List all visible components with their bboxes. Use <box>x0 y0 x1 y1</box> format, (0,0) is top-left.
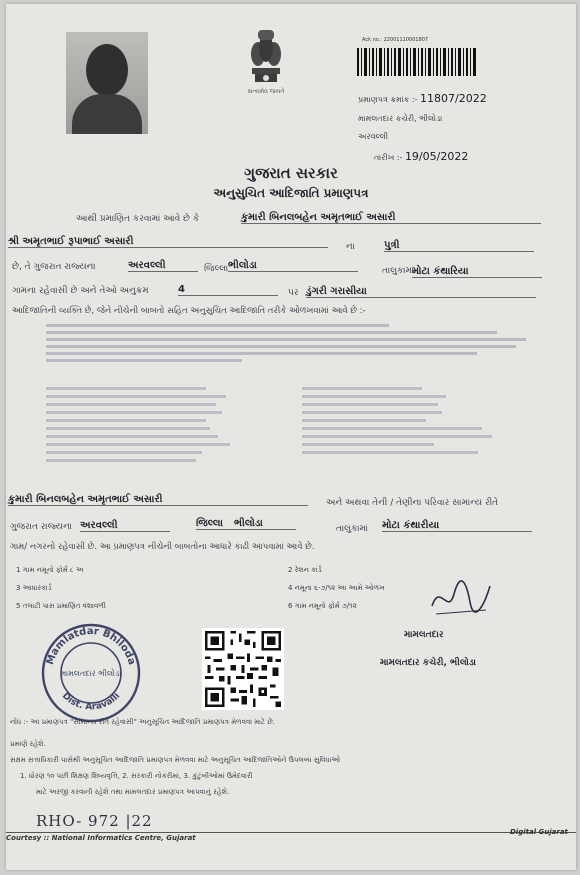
government-title: ગુજરાત સરકાર <box>244 164 338 182</box>
officer-title: મામલતદાર <box>404 630 444 640</box>
taluka-label: તાલુકામાં <box>382 266 415 276</box>
residence-text: ગામના રહેવાસી છે અને તેઓ અનુક્રમ <box>12 286 149 296</box>
taluka-value: ભીલોડા <box>228 260 358 272</box>
office-line: મામલતદાર કચેરી, ભીલોડા <box>358 114 443 123</box>
father-name: શ્રી અમૃતભાઈ રૂપાભાઈ અસારી <box>8 236 328 248</box>
barcode <box>357 48 477 76</box>
certificate-title: અનુસુચિત આદિજાતિ પ્રમાણપત્ર <box>213 186 369 200</box>
document-item: 1 ગામ નમૂનો ફોર્મ ૮ અ <box>16 566 84 574</box>
certificate-number: 11807/2022 <box>420 92 487 105</box>
caste-label: પર <box>288 288 299 298</box>
relation: પુત્રી <box>384 240 534 252</box>
officer-signature <box>426 576 496 622</box>
mamlatdar-seal <box>40 622 142 724</box>
applicant-name-repeat: કુમારી બિનલબહેન અમૃતભાઈ અસારી <box>8 494 308 506</box>
na-label: ના <box>346 242 355 252</box>
document-item: 5 તલાટી પાસ પ્રમાણિત વંશાવળી <box>16 602 106 610</box>
document-item: 2 રેશન કાર્ડ <box>288 566 322 574</box>
faint-list-right <box>302 382 502 459</box>
state-prefix: છે, તે ગુજરાત રાજ્યના <box>12 262 96 272</box>
second-district-value: અરવલ્લી <box>80 520 170 532</box>
second-district-label: જિલ્લા <box>196 518 296 530</box>
header-district: અરવલ્લી <box>358 132 389 141</box>
faint-list-left <box>46 382 246 467</box>
second-taluka-label: તાલુકામાં <box>336 524 369 534</box>
note-line-5: માટે અરજી કરવાની રહેશે તથા મામલતદાર પ્રમાણપત્ર આપવાનું રહેશે. <box>36 788 230 796</box>
st-statement: આદિજાતિની વ્યક્તિ છે, જેને નીચેની બાબતો સહિત અનુસુચિત આદિજાતિ તરીકે ઓળખવામાં આવે છે :- <box>12 306 366 316</box>
footer-digital-gujarat: Digital Gujarat <box>510 828 568 836</box>
village-line: ગામ/ નગરનો રહેવાસી છે. આ પ્રમાણપત્ર નીચેની બાબતોના આધારે કાઢી આપવામાં આવે છે. <box>10 542 315 552</box>
date-row <box>374 150 468 163</box>
note-line-3: સક્ષમ સત્તાધિકારી પાસેથી અનુસૂચિત આદિજાતિ પ્રમાણપત્ર મેળવવા માટે અનુસૂચિત આદિજાતિઓને ઉપલબ્ધ સુવિધાઓ <box>10 756 341 764</box>
note-line-2: પ્રમાણે રહેશે. <box>10 740 46 748</box>
certificate-number-label: પ્રમાણપત્ર ક્રમાંક :- <box>358 95 418 104</box>
officer-office: મામલતદાર કચેરી, ભીલોડા <box>380 658 477 668</box>
certify-text: આથી પ્રમાણિત કરવામાં આવે છે કે <box>76 214 200 224</box>
note-line-4: 1. ધોરણ ૧૦ પછી શિક્ષણ શિષ્યવૃત્તિ, 2. સરકારી નોકરીમાં, 3. કુંટુંબીઓમાં ઉમેદવારી <box>20 772 253 780</box>
national-emblem-icon <box>246 24 286 90</box>
second-village-value: મોટા કંથારીયા <box>382 520 532 532</box>
certificate-date: 19/05/2022 <box>404 150 469 163</box>
acknowledgement-number: Ack no.: 22001110001807 <box>362 37 429 43</box>
document-item: 6 ગામ નમૂનો ફોર્મ ૭/૧૨ <box>288 602 357 610</box>
village-value: મોટા કંથારિયા <box>412 266 542 278</box>
document-item: 4 નમૂના ૬-૭/૧૨ આ આમે ઓળખ <box>288 584 385 592</box>
footer-courtesy: Courtesy :: National Informatics Centre, Gujarat <box>6 834 196 842</box>
document-item: 3 આધારકાર્ડ <box>16 584 52 592</box>
faint-legal-text-block <box>46 320 536 366</box>
verification-qr-code <box>202 628 284 710</box>
family-text: અને અથવા તેની / તેણીના પરિવાર સામાન્ય રીતે <box>326 498 499 508</box>
tribe-name: ડુંગરી ગરાસીયા <box>306 286 536 298</box>
date-label: તારીખ :- <box>374 153 403 162</box>
seal-top-text: Mamlatdar Bhiloda <box>44 625 138 667</box>
second-taluka-value: ભીલોડા <box>234 518 263 529</box>
handwritten-reference: RHO- 972 |22 <box>36 812 153 830</box>
note-line-1: નોંધ :- આ પ્રમાણપત્ર "સામાન્ય રીતે રહેવાસી" અનુસૂચિત આદિજાતિ પ્રમાણપત્ર મેળવવા માટે છે. <box>10 718 275 726</box>
seal-center-text: મામલતદાર ભીલોડા <box>60 669 122 678</box>
applicant-photo <box>66 32 148 134</box>
seal-bottom-text: Dist. Aravalli <box>59 691 123 713</box>
certificate-number-row <box>358 92 487 105</box>
second-state: ગુજરાત રાજ્યના <box>10 522 73 532</box>
applicant-name: કુમારી બિનલબહેન અમૃતભાઈ અસારી <box>241 212 541 224</box>
schedule-serial-number: 4 <box>178 284 278 296</box>
district-value: અરવલ્લી <box>128 260 198 272</box>
emblem-label: સત્યમેવ જયતે <box>247 88 285 95</box>
svg-text:Mamlatdar Bhiloda <box>45 626 137 666</box>
footer-divider <box>6 832 576 833</box>
svg-text:Dist. Aravalli <box>60 691 122 712</box>
certificate-page <box>6 4 576 870</box>
district-label: જિલ્લા <box>204 264 229 274</box>
